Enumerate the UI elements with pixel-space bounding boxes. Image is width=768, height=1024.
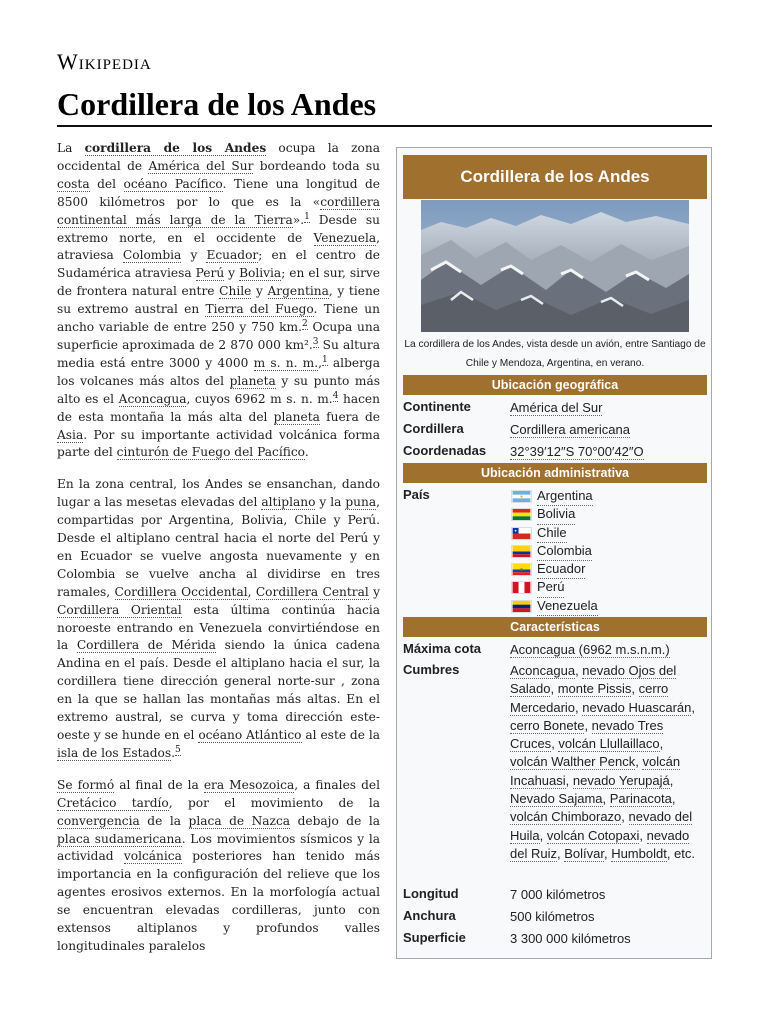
country-bolivia[interactable]: Bolivia bbox=[511, 505, 701, 523]
anchura-label: Anchura bbox=[403, 908, 456, 923]
cordillera-value[interactable]: Cordillera americana bbox=[510, 422, 630, 437]
wiki-link[interactable]: volcán Walther Penck bbox=[510, 754, 636, 770]
chile-flag-icon bbox=[511, 527, 532, 540]
wiki-link[interactable]: nevado Huascarán bbox=[582, 699, 692, 715]
reference-link[interactable]: 1 bbox=[304, 211, 310, 222]
wiki-link[interactable]: m s. n. m. bbox=[253, 355, 319, 370]
wiki-link[interactable]: nevado Yerupajá bbox=[572, 772, 670, 788]
wiki-link[interactable]: planeta bbox=[229, 373, 276, 388]
argentina-flag-icon bbox=[511, 490, 532, 503]
country-argentina[interactable]: Argentina bbox=[511, 487, 701, 505]
paragraph-geography: En la zona central, los Andes se ensanchan, dando lugar a las mesetas elevadas del altiplano y la puna, compartidas por Argentina, Bolivia, Chile y Perú. Desde el altiplano central hacia el norte del Perú y en Ecuador se vuelve angosta nuevamente y en Colombia se vuelve ancha al dividirse en tres ramales, Cordillera Occidental, Cordillera Central y Cordillera Oriental esta última continúa hacia noroeste entrando en Venezuela convirtiéndose en la Cordillera de Mérida siendo la única cadena Andina en el país. Desde el altiplano hacia el sur, la cordillera tiene dirección general norte-sur , zona en la que se hallan las montañas más altas. En el extremo austral, se curva y toma dirección este-oeste y se hunde en el océano Atlántico al este de la isla de los Estados.$^5$ bbox=[57, 477, 380, 760]
country-venezuela[interactable]: Venezuela bbox=[511, 597, 701, 615]
page-title: Cordillera de los Andes bbox=[57, 86, 377, 122]
infobox-title: Cordillera de los Andes bbox=[403, 155, 707, 199]
paragraph-intro: La cordillera de los Andes ocupa la zona occidental de América del Sur bordeando toda su costa del océano Pacífico. Tiene una longitud de 8500 kilómetros por lo que es la «cordillera continental más larga de la Tierra».$^1$ Desde su extremo norte, en el occidente de Venezuela, atraviesa Colombia y Ecuador; en el centro de Sudamérica atraviesa Perú y Bolivia; en el sur, sirve de frontera natural entre Chile y Argentina, y tiene su extremo austral en Tierra del Fuego. Tiene un ancho variable de entre 250 y 750 km.$^2$ Ocupa una superficie aproximada de 2 870 000 km².$^3$ Su altura media está entre 3000 y 4000 m s. n. m.,$^1$ alberga los volcanes más altos del planeta y su punto más alto es el Aconcagua, cuyos 6962 m s. n. m.$^4$ hacen de esta montaña la más alta del planeta fuera de Asia. Por su importante actividad volcánica forma parte del cinturón de Fuego del Pacífico. bbox=[57, 141, 380, 460]
coordenadas-label: Coordenadas bbox=[403, 443, 487, 458]
wiki-link[interactable]: Bolivia bbox=[239, 266, 282, 281]
wiki-link[interactable]: volcán Incahuasi bbox=[510, 754, 681, 788]
maxima-cota-value[interactable]: Aconcagua (6962 m.s.n.m.) bbox=[510, 642, 670, 657]
ecuador-flag-icon bbox=[511, 563, 532, 576]
reference-link[interactable]: 1 bbox=[321, 354, 328, 365]
section-caracteristicas: Características bbox=[403, 617, 707, 637]
superficie-label: Superficie bbox=[403, 930, 466, 945]
colombia-flag-icon bbox=[511, 545, 532, 558]
wiki-link[interactable]: isla de los Estados bbox=[57, 745, 172, 760]
wiki-link[interactable]: era Mesozoica bbox=[203, 777, 295, 792]
wiki-link[interactable]: cinturón de Fuego del Pacífico bbox=[116, 445, 305, 460]
wiki-link[interactable]: Venezuela bbox=[313, 230, 377, 245]
reference-link[interactable]: 2 bbox=[301, 319, 308, 329]
wiki-link[interactable]: Tierra del Fuego bbox=[205, 302, 314, 317]
wiki-link[interactable]: nevado Ojos del Salado bbox=[510, 663, 677, 697]
image-caption: La cordillera de los Andes, vista desde un avión, entre Santiago de Chile y Mendoza, Argentina, en verano. bbox=[404, 339, 706, 369]
wiki-link[interactable]: planeta bbox=[273, 409, 320, 424]
wiki-link[interactable]: océano Atlántico bbox=[198, 728, 302, 742]
cordillera-label: Cordillera bbox=[403, 421, 464, 436]
wiki-link[interactable]: altiplano bbox=[261, 495, 316, 510]
continente-label: Continente bbox=[403, 399, 471, 414]
wiki-link[interactable]: Aconcagua bbox=[118, 391, 187, 406]
wiki-link[interactable]: costa bbox=[57, 176, 90, 191]
wiki-link[interactable]: Cretácico tardío bbox=[57, 795, 169, 810]
wiki-link[interactable]: Colombia bbox=[122, 248, 182, 263]
wiki-link[interactable]: volcánica bbox=[123, 849, 182, 864]
wiki-link[interactable]: volcán Chimborazo bbox=[510, 809, 622, 825]
article-body bbox=[57, 140, 380, 960]
wiki-link[interactable]: nevado Tres Cruces bbox=[510, 717, 664, 752]
title-divider bbox=[57, 125, 712, 127]
wiki-link[interactable]: Cordillera Central bbox=[255, 584, 369, 599]
reference-link[interactable]: 4 bbox=[332, 390, 339, 401]
wiki-link[interactable]: Se formó bbox=[57, 777, 115, 792]
anchura-value: 500 kilómetros bbox=[510, 909, 595, 924]
section-ubicacion-geografica: Ubicación geográfica bbox=[403, 375, 707, 395]
country-peru[interactable]: Perú bbox=[511, 578, 701, 596]
wiki-link[interactable]: Bolívar bbox=[564, 845, 604, 861]
continente-value[interactable]: América del Sur bbox=[510, 400, 603, 415]
wiki-link[interactable]: Nevado Sajama bbox=[510, 791, 603, 807]
bolivia-flag-icon bbox=[511, 508, 532, 521]
wiki-link[interactable]: convergencia bbox=[57, 813, 140, 828]
longitud-value: 7 000 kilómetros bbox=[510, 887, 606, 902]
wiki-link[interactable]: cordillera continental más larga de la Tierra bbox=[57, 194, 380, 227]
wiki-link[interactable]: cordillera de los Andes bbox=[84, 141, 267, 155]
wiki-link[interactable]: Cordillera Occidental bbox=[114, 584, 248, 599]
wiki-link[interactable]: volcán Llullaillaco bbox=[558, 736, 660, 752]
infobox bbox=[396, 147, 712, 959]
longitud-label: Longitud bbox=[403, 886, 459, 901]
section-ubicacion-administrativa: Ubicación administrativa bbox=[403, 463, 707, 483]
peru-flag-icon bbox=[511, 581, 532, 594]
wikipedia-logo[interactable]: Wikipedia bbox=[57, 49, 152, 74]
wiki-link[interactable]: Cordillera de Mérida bbox=[76, 638, 216, 653]
country-ecuador[interactable]: Ecuador bbox=[511, 560, 701, 578]
wiki-link[interactable]: Aconcagua bbox=[510, 663, 576, 678]
coordenadas-value[interactable]: 32°39′12″S 70°00′42″O bbox=[510, 444, 644, 459]
wiki-link[interactable]: América del Sur bbox=[148, 158, 254, 173]
wiki-link[interactable]: Ecuador bbox=[206, 248, 259, 263]
venezuela-flag-icon bbox=[511, 600, 532, 613]
wiki-link[interactable]: volcán Cotopaxi bbox=[546, 827, 640, 843]
wiki-link[interactable]: Cordillera Oriental bbox=[57, 602, 182, 617]
reference-link[interactable]: 5 bbox=[175, 744, 181, 755]
andes-aerial-photo[interactable] bbox=[421, 200, 689, 332]
wiki-link[interactable]: Perú bbox=[195, 266, 225, 281]
country-colombia[interactable]: Colombia bbox=[511, 542, 701, 560]
maxima-cota-label: Máxima cota bbox=[403, 641, 482, 656]
reference-link[interactable]: 3 bbox=[312, 336, 319, 347]
wiki-link[interactable]: placa de Nazca bbox=[188, 813, 291, 828]
wiki-link[interactable]: Chile bbox=[219, 284, 252, 299]
cumbres-value[interactable]: Aconcagua, nevado Ojos del Salado, monte Pissis, cerro Mercedario, nevado Huascarán, cerro Bonete, nevado Tres Cruces, volcán Llullaillaco, volcán Walther Penck, volcán Incahuasi, nevado Yerupajá, Nevado Sajama, Parinacota, volcán Chimborazo, nevado del Huila, volcán Cotopaxi, nevado del Ruiz, Bolívar, Humboldt, etc. bbox=[510, 663, 696, 861]
paragraph-formation: Se formó al final de la era Mesozoica, a finales del Cretácico tardío, por el movimiento de la convergencia de la placa de Nazca debajo de la placa sudamericana. Los movimientos sísmicos y la actividad volcánica posteriores han tenido más importancia en la configuración del relieve que los agentes erosivos externos. En la morfología actual se encuentran elevadas cordilleras, junto con extensos altiplanos y profundos valles longitudinales paralelos bbox=[57, 777, 380, 953]
pais-label: País bbox=[403, 487, 430, 502]
wiki-link[interactable]: océano Pacífico bbox=[123, 176, 223, 191]
wiki-link[interactable]: Parinacota bbox=[609, 791, 672, 807]
wiki-link[interactable]: nevado del Huila bbox=[510, 809, 693, 843]
superficie-value: 3 300 000 kilómetros bbox=[510, 931, 631, 946]
wiki-link[interactable]: Humboldt bbox=[611, 845, 667, 861]
wiki-link[interactable]: monte Pissis bbox=[557, 681, 632, 697]
wiki-link[interactable]: cerro Mercedario bbox=[510, 681, 669, 715]
wiki-link[interactable]: Asia bbox=[57, 427, 84, 442]
cumbres-label: Cumbres bbox=[403, 662, 460, 677]
wiki-link[interactable]: Argentina bbox=[267, 284, 329, 299]
wiki-link[interactable]: placa sudamericana bbox=[57, 831, 182, 846]
wiki-link[interactable]: puna bbox=[345, 495, 377, 510]
country-list bbox=[511, 487, 701, 615]
wiki-link[interactable]: cerro Bonete bbox=[510, 717, 585, 733]
country-chile[interactable]: Chile bbox=[511, 524, 701, 542]
wiki-link[interactable]: nevado del Ruiz bbox=[510, 827, 690, 861]
